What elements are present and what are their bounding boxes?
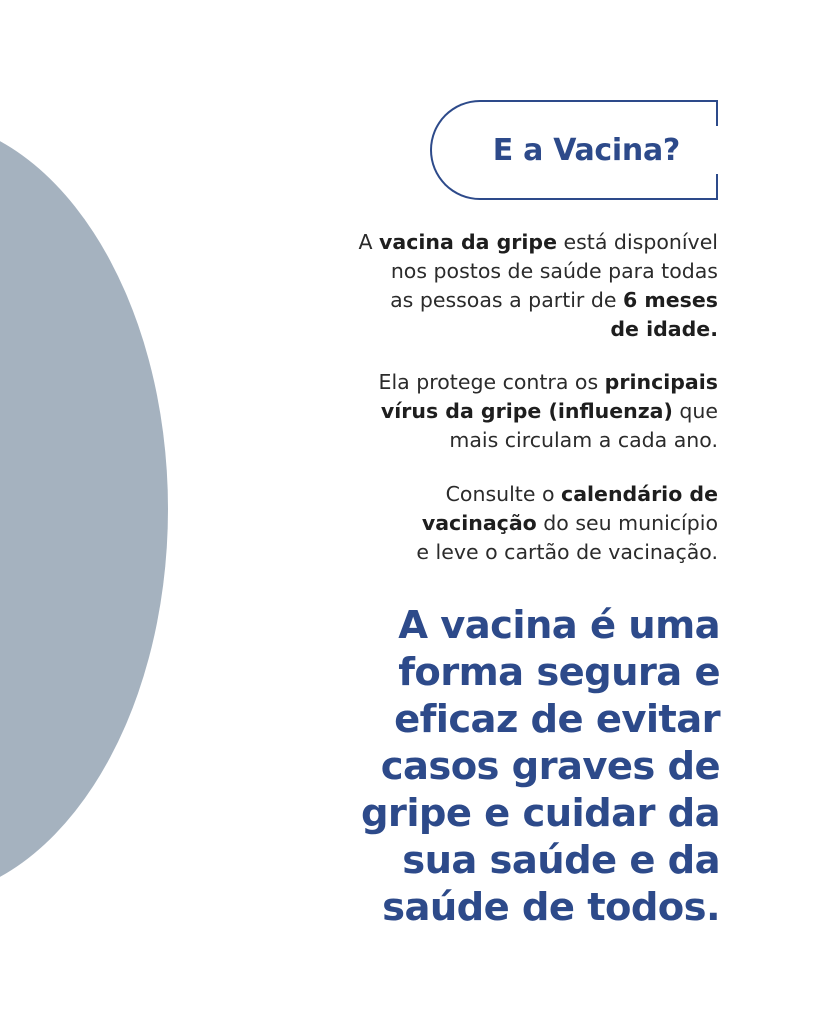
paragraph-protection xyxy=(278,368,718,455)
text: as pessoas a partir de xyxy=(390,288,624,312)
emphasis: principais xyxy=(604,370,718,394)
text: que xyxy=(672,399,718,423)
emphasis: vacinação xyxy=(421,511,537,535)
closing-line: casos graves de xyxy=(380,744,720,789)
closing-line: saúde de todos. xyxy=(382,885,720,930)
emphasis: vacina da gripe xyxy=(379,230,557,254)
closing-line: A vacina é uma xyxy=(398,603,720,648)
page-title: E a Vacina? xyxy=(492,132,680,168)
title-frame xyxy=(430,100,718,200)
text: Consulte o xyxy=(445,482,562,506)
text: do seu município xyxy=(536,511,718,535)
emphasis: calendário de xyxy=(561,482,718,506)
closing-statement xyxy=(300,602,720,931)
text: A xyxy=(358,230,380,254)
decorative-semicircle xyxy=(0,118,168,900)
text: nos postos de saúde para todas xyxy=(390,259,718,283)
emphasis: vírus da gripe (influenza) xyxy=(380,399,673,423)
closing-line: eficaz de evitar xyxy=(394,697,720,742)
emphasis: 6 meses xyxy=(623,288,718,312)
text: mais circulam a cada ano. xyxy=(449,428,718,452)
emphasis: de idade. xyxy=(610,317,718,341)
closing-line: sua saúde e da xyxy=(402,838,720,883)
closing-line: forma segura e xyxy=(398,650,720,695)
closing-line: gripe e cuidar da xyxy=(360,791,720,836)
text: Ela protege contra os xyxy=(378,370,605,394)
paragraph-calendar xyxy=(278,480,718,567)
text: está disponível xyxy=(557,230,718,254)
text: e leve o cartão de vacinação. xyxy=(416,540,718,564)
paragraph-availability xyxy=(278,228,718,344)
